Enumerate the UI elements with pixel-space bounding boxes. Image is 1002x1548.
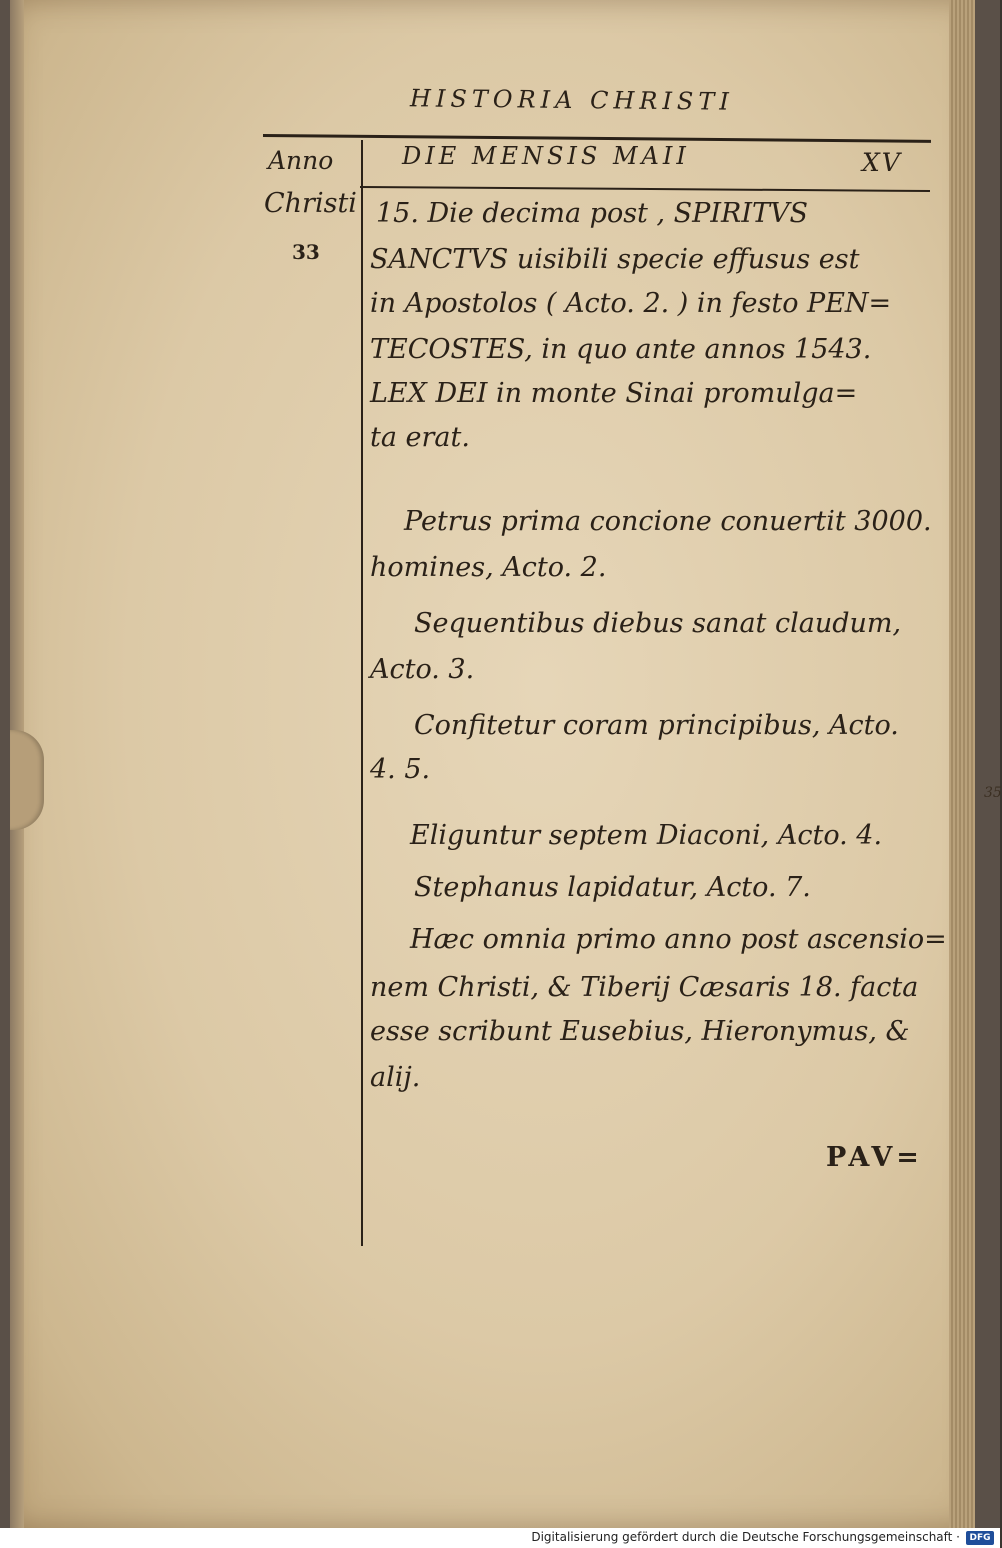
vertical-rule <box>361 140 363 1246</box>
text-line: Confitetur coram principibus, Acto. <box>414 710 899 741</box>
folio-number: XV <box>862 148 902 177</box>
text-line: Acto. 3. <box>370 654 475 685</box>
text-line: esse scribunt Eusebius, Hieronymus, & <box>370 1016 910 1047</box>
page-paper <box>10 0 975 1528</box>
footer-credit: Digitalisierung gefördert durch die Deutsche Forschungsgemeinschaft · <box>531 1530 960 1544</box>
catchword: PAV= <box>826 1142 923 1173</box>
text-line: Eliguntur septem Diaconi, Acto. 4. <box>410 820 883 851</box>
margin-christi-label: Christi <box>264 188 357 219</box>
digitization-footer <box>0 1528 1000 1548</box>
text-line: homines, Acto. 2. <box>370 552 607 583</box>
margin-anno-label: Anno <box>268 146 334 175</box>
sub-rule <box>360 186 930 192</box>
text-line: Sequentibus diebus sanat claudum, <box>414 608 902 639</box>
text-line: in Apostolos ( Acto. 2. ) in festo PEN= <box>370 288 892 319</box>
text-line: Petrus prima concione conuertit 3000. <box>404 506 932 537</box>
running-head: HISTORIA CHRISTI <box>409 84 734 116</box>
text-line: SANCTVS uisibili specie effusus est <box>370 244 860 275</box>
text-line: nem Christi, & Tiberij Cæsaris 18. facta <box>370 972 919 1003</box>
text-line: alij. <box>370 1062 421 1093</box>
page-edge-mark: 35 <box>984 785 1002 801</box>
margin-year: 33 <box>292 240 320 264</box>
page-edge-stack <box>949 0 975 1528</box>
text-line: 15. Die decima post , SPIRITVS <box>376 198 808 229</box>
text-line: LEX DEI in monte Sinai promulga= <box>370 378 858 409</box>
text-line: Stephanus lapidatur, Acto. 7. <box>414 872 811 903</box>
text-line: TECOSTES, in quo ante annos 1543. <box>370 334 872 365</box>
column-head: DIE MENSIS MAII <box>402 142 690 170</box>
text-line: ta erat. <box>370 422 470 453</box>
text-line: 4. 5. <box>370 754 431 785</box>
page-tab <box>10 730 44 830</box>
text-line: Hæc omnia primo anno post ascensio= <box>410 924 947 955</box>
dfg-logo: DFG <box>966 1531 994 1545</box>
